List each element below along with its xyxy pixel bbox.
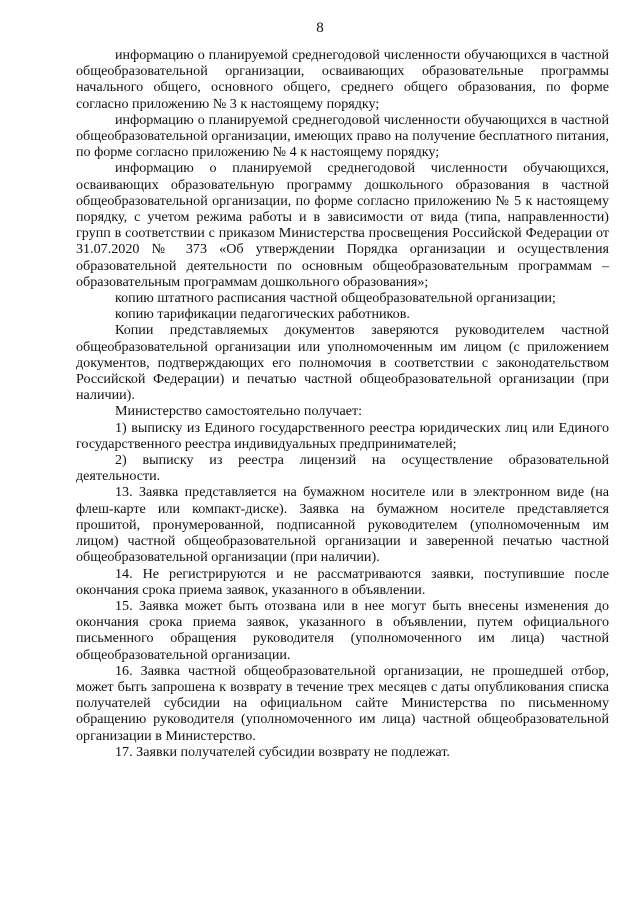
paragraph-copies-certification: Копии представляемых документов заверяются руководителем частной общеобразовательной организации или уполномоченным им лицом (с приложением документов, подтверждающих его полномочия в соответствии с законодательством Российской Федерации) и печатью частной общеобразовательной организации (при наличии). bbox=[76, 322, 609, 404]
paragraph-info-free-meals: информацию о планируемой среднегодовой численности обучающихся в частной общеобразовательной организации, имеющих право на получение бесплатного питания, по форме согласно приложению № 4 к настоящему порядку; bbox=[76, 111, 609, 161]
paragraph-info-students-general: информацию о планируемой среднегодовой численности обучающихся в частной общеобразовательной организации, осваивающих образовательные программы начального общего, основного общего, среднего общего образования, по форме согласно приложению № 3 к настоящему порядку; bbox=[76, 47, 609, 112]
page-number: 8 bbox=[316, 20, 324, 36]
document-body bbox=[76, 47, 609, 760]
paragraph-16-return-request: 16. Заявка частной общеобразовательной организации, не прошедшей отбор, может быть запрошена к возврату в течение трех месяцев с даты опубликования списка получателей субсидии на официальном сайте Министерства по письменному обращению руководителя (уполномоченного им лица) частной общеобразовательной организации в Министерство. bbox=[76, 662, 609, 744]
paragraph-info-preschool: информацию о планируемой среднегодовой численности обучающихся, осваивающих образовательную программу дошкольного образования в частной общеобразовательной организации, по форме согласно приложению № 5 к настоящему порядку, с учетом режима работы и в зависимости от вида (типа, направленности) групп в соответствии с приказом Министерства просвещения Российской Федерации от 31.07.2020 № 373 «Об утверждении Порядка организации и осуществления образовательной деятельности по основным общеобразовательным программам – образовательным программам дошкольного образования»; bbox=[76, 160, 609, 290]
paragraph-15-withdrawal: 15. Заявка может быть отозвана или в нее могут быть внесены изменения до окончания срока приема заявок, указанного в объявлении, путем официального письменного обращения руководителя (уполномоченного им лица) частной общеобразовательной организации. bbox=[76, 597, 609, 663]
paragraph-staff-schedule-copy: копию штатного расписания частной общеобразовательной организации; bbox=[115, 290, 556, 307]
paragraph-item-1-register-extract: 1) выписку из Единого государственного реестра юридических лиц или Единого государственного реестра индивидуальных предпринимателей; bbox=[76, 419, 609, 452]
paragraph-13-application-format: 13. Заявка представляется на бумажном носителе или в электронном виде (на флеш-карте или компакт-диске). Заявка на бумажном носителе представляется прошитой, пронумерованной, подписанной руководителем (уполномоченным им лицом) частной общеобразовательной организации и заверенной печатью частной общеобразовательной организации (при наличии). bbox=[76, 484, 609, 566]
paragraph-item-2-license-extract: 2) выписку из реестра лицензий на осуществление образовательной деятельности. bbox=[76, 452, 609, 485]
paragraph-14-late-applications: 14. Не регистрируются и не рассматриваются заявки, поступившие после окончания срока приема заявок, указанного в объявлении. bbox=[76, 565, 609, 598]
paragraph-tariff-copy: копию тарификации педагогических работников. bbox=[115, 306, 410, 323]
paragraph-17-no-return: 17. Заявки получателей субсидии возврату не подлежат. bbox=[115, 743, 450, 760]
paragraph-ministry-obtains: Министерство самостоятельно получает: bbox=[115, 403, 363, 420]
